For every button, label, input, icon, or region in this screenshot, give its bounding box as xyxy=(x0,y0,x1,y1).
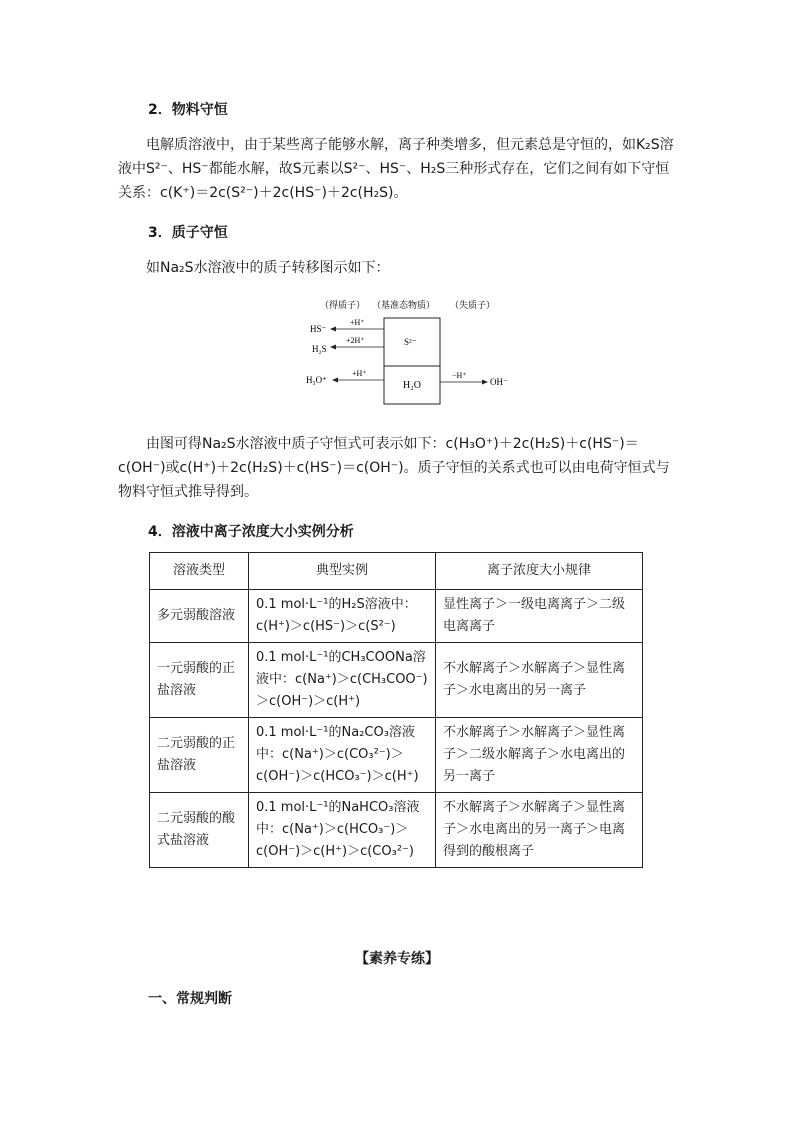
heading-ion-concentration-analysis: 4．溶液中离子浓度大小实例分析 xyxy=(148,524,354,540)
diagram-header-gain: （得质子） xyxy=(320,300,366,310)
heading-proton-conservation: 3．质子守恒 xyxy=(148,225,228,241)
arrow-h2s-label: +2H⁺ xyxy=(346,336,365,345)
header-typical-example: 典型实例 xyxy=(249,553,436,590)
cell-example: 0.1 mol·L⁻¹的NaHCO₃溶液中：c(Na⁺)＞c(HCO₃⁻)＞c(OH⁻)＞c(H⁺)＞c(CO₃²⁻) xyxy=(249,793,436,868)
practice-section-title: 【素养专练】 xyxy=(355,951,439,967)
table-row xyxy=(150,643,643,718)
header-solution-type: 溶液类型 xyxy=(150,553,249,590)
ion-concentration-table xyxy=(149,552,643,868)
paragraph-material-conservation: 电解质溶液中，由于某些离子能够水解，离子种类增多，但元素总是守恒的，如K₂S溶液中S²⁻、HS⁻都能水解，故S元素以S²⁻、HS⁻、H₂S三种形式存在，它们之间有如下守恒关系：c(K⁺)＝2c(S²⁻)＋2c(HS⁻)＋2c(H₂S)。 xyxy=(118,137,674,201)
arrow-oh-label: −H⁺ xyxy=(452,371,467,380)
diagram-header-reference: （基准态物质） xyxy=(372,300,436,310)
heading-material-conservation: 2．物料守恒 xyxy=(148,102,228,118)
cell-solution-type: 二元弱酸的酸式盐溶液 xyxy=(150,793,249,868)
arrowhead-h3o xyxy=(332,378,338,383)
cell-solution-type: 多元弱酸溶液 xyxy=(150,590,249,643)
species-h3o: H₃O⁺ xyxy=(306,375,327,385)
table-row xyxy=(150,718,643,793)
arrowhead-hs xyxy=(330,327,336,332)
paragraph-proton-intro: 如Na₂S水溶液中的质子转移图示如下： xyxy=(146,260,390,276)
table-row xyxy=(150,590,643,643)
cell-rule: 不水解离子＞水解离子＞显性离子＞二级水解离子＞水电离出的另一离子 xyxy=(436,718,643,793)
arrowhead-oh xyxy=(482,380,488,385)
species-oh: OH⁻ xyxy=(490,377,508,387)
cell-example: 0.1 mol·L⁻¹的Na₂CO₃溶液中：c(Na⁺)＞c(CO₃²⁻)＞c(OH⁻)＞c(HCO₃⁻)＞c(H⁺) xyxy=(249,718,436,793)
cell-example: 0.1 mol·L⁻¹的CH₃COONa溶液中：c(Na⁺)＞c(CH₃COO⁻)＞c(OH⁻)＞c(H⁺) xyxy=(249,643,436,718)
arrow-h3o-label: +H⁺ xyxy=(352,369,367,378)
box-species-water: H₂O xyxy=(403,380,421,391)
cell-rule: 不水解离子＞水解离子＞显性离子＞水电离出的另一离子 xyxy=(436,643,643,718)
reference-species-box xyxy=(384,318,440,404)
arrowhead-h2s xyxy=(330,345,336,350)
practice-subtitle: 一、常规判断 xyxy=(148,991,232,1007)
species-hs: HS⁻ xyxy=(310,324,327,334)
box-species-sulfide: S²⁻ xyxy=(404,337,417,347)
cell-rule: 显性离子＞一级电离离子＞二级电离离子 xyxy=(436,590,643,643)
table-header-row xyxy=(150,553,643,590)
table-row xyxy=(150,793,643,868)
diagram-header-lose: （失质子） xyxy=(450,300,496,310)
proton-transfer-diagram xyxy=(300,296,520,408)
cell-example: 0.1 mol·L⁻¹的H₂S溶液中：c(H⁺)＞c(HS⁻)＞c(S²⁻) xyxy=(249,590,436,643)
paragraph-proton-conclusion: 由图可得Na₂S水溶液中质子守恒式可表示如下：c(H₃O⁺)＋2c(H₂S)＋c(HS⁻)＝c(OH⁻)或c(H⁺)＋2c(H₂S)＋c(HS⁻)＝c(OH⁻)。质子守恒的关系式也可以由电荷守恒式与物料守恒式推导得到。 xyxy=(118,436,670,500)
cell-solution-type: 二元弱酸的正盐溶液 xyxy=(150,718,249,793)
cell-rule: 不水解离子＞水解离子＞显性离子＞水电离出的另一离子＞电离得到的酸根离子 xyxy=(436,793,643,868)
cell-solution-type: 一元弱酸的正盐溶液 xyxy=(150,643,249,718)
header-concentration-rule: 离子浓度大小规律 xyxy=(436,553,643,590)
arrow-hs-label: +H⁺ xyxy=(350,318,365,327)
species-h2s: H₂S xyxy=(312,344,327,354)
